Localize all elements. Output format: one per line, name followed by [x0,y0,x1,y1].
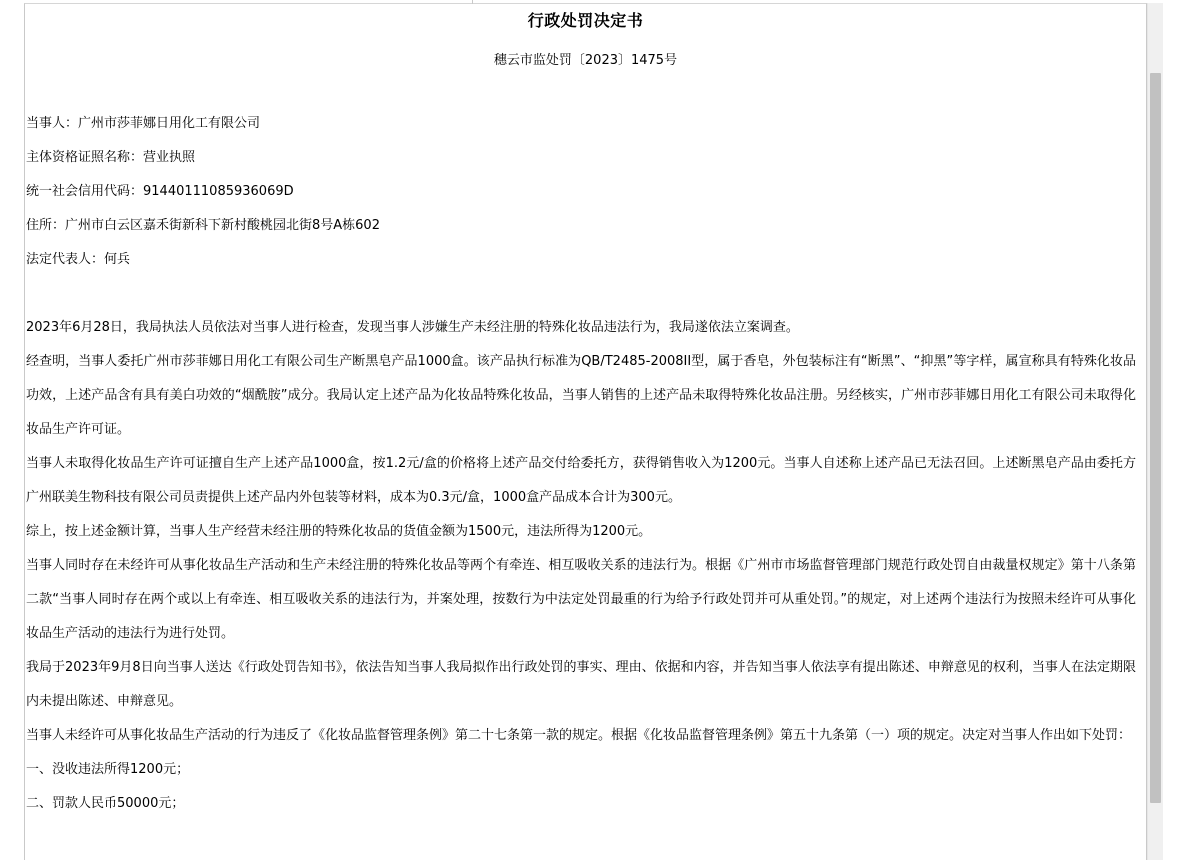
paragraph: 经查明，当事人委托广州市莎菲娜日用化工有限公司生产断黑皂产品1000盒。该产品执行标准为QB/T2485-2008II型，属于香皂，外包装标注有“断黑”、“抑黑”等字样，属宣称具有特殊化妆品功效，上述产品含有具有美白功效的“烟酰胺”成分。我局认定上述产品为化妆品特殊化妆品，当事人销售的上述产品未取得特殊化妆品注册。另经核实，广州市莎菲娜日用化工有限公司未取得化妆品生产许可证。 [26,354,1136,437]
paragraph: 当事人未取得化妆品生产许可证擅自生产上述产品1000盒，按1.2元/盒的价格将上述产品交付给委托方，获得销售收入为1200元。当事人自述称上述产品已无法召回。上述断黑皂产品由委托方广州联美生物科技有限公司员责提供上述产品内外包装等材料，成本为0.3元/盒，1000盒产品成本合计为300元。 [26,456,1136,505]
paragraph: 当事人未经许可从事化妆品生产活动的行为违反了《化妆品监督管理条例》第二十七条第一款的规定。根据《化妆品监督管理条例》第五十九条第（一）项的规定。决定对当事人作出如下处罚： [26,728,1132,743]
party-line: 主体资格证照名称：营业执照 [26,150,196,165]
document-panel [24,3,1147,860]
penalty-item: 一、没收违法所得1200元； [26,762,190,777]
paragraph: 2023年6月28日，我局执法人员依法对当事人进行检查，发现当事人涉嫌生产未经注册的特殊化妆品违法行为，我局遂依法立案调查。 [26,320,799,335]
party-line: 法定代表人：何兵 [26,252,131,267]
party-line: 当事人：广州市莎菲娜日用化工有限公司 [26,116,261,131]
vertical-scrollbar[interactable] [1147,3,1163,860]
document-title: 行政处罚决定书 [527,11,644,30]
paragraph: 我局于2023年9月8日向当事人送达《行政处罚告知书》，依法告知当事人我局拟作出行政处罚的事实、理由、依据和内容，并告知当事人依法享有提出陈述、申辩意见的权利，当事人在法定期限内未提出陈述、申辩意见。 [26,660,1136,709]
penalty-item: 二、罚款人民币50000元； [26,796,185,811]
document-body [26,107,1136,821]
document-number: 穗云市监处罚〔2023〕1475号 [493,53,678,68]
paragraph: 当事人同时存在未经许可从事化妆品生产活动和生产未经注册的特殊化妆品等两个有牵连、相互吸收关系的违法行为。根据《广州市市场监督管理部门规范行政处罚自由裁量权规定》第十八条第二款“当事人同时存在两个或以上有牵连、相互吸收关系的违法行为，并案处理，按数行为中法定处罚最重的行为给予行政处罚并可从重处罚。”的规定，对上述两个违法行为按照未经许可从事化妆品生产活动的违法行为进行处罚。 [26,558,1136,641]
party-line: 统一社会信用代码：91440111085936069D [26,184,294,199]
scrollbar-thumb[interactable] [1150,73,1161,803]
paragraph-gap [26,277,1136,311]
party-line: 住所：广州市白云区嘉禾街新科下新村酸桃园北街8号A栋602 [26,218,380,233]
right-margin [1163,0,1200,860]
divider [472,0,473,4]
paragraph: 综上，按上述金额计算，当事人生产经营未经注册的特殊化妆品的货值金额为1500元，违法所得为1200元。 [26,524,652,539]
